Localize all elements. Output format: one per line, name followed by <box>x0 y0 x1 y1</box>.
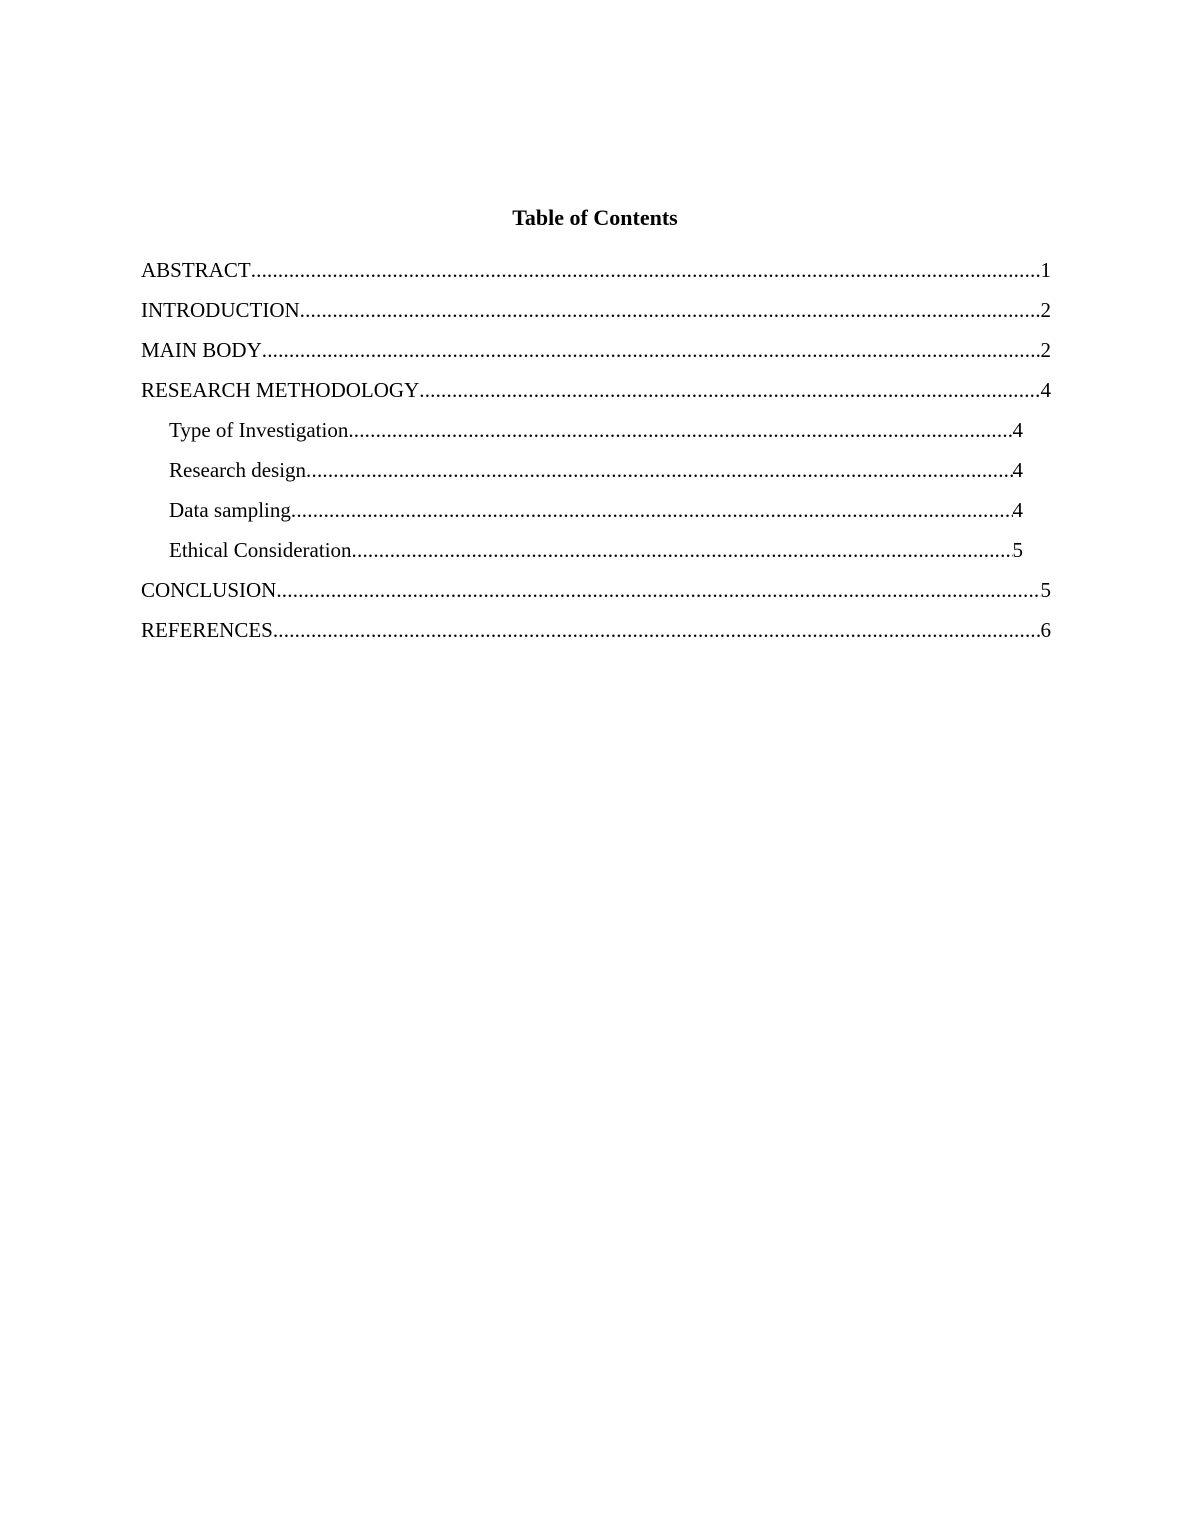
toc-entry-research-methodology[interactable] <box>141 374 1051 414</box>
toc-entry-conclusion[interactable] <box>141 574 1051 614</box>
toc-entry-main-body[interactable] <box>141 334 1051 374</box>
toc-entry-label: Type of Investigation <box>169 418 349 442</box>
toc-dot-leader <box>251 254 1041 286</box>
toc-entry-page: 4 <box>1012 498 1023 522</box>
toc-entry-references[interactable] <box>141 614 1051 654</box>
toc-dot-leader <box>291 494 1013 526</box>
toc-entry-label: RESEARCH METHODOLOGY <box>141 378 420 402</box>
toc-dot-leader <box>273 614 1041 646</box>
toc-entry-page: 2 <box>1040 338 1051 362</box>
toc-entry-type-of-investigation[interactable] <box>169 414 1023 454</box>
toc-dot-leader <box>300 294 1041 326</box>
toc-entry-ethical-consideration[interactable] <box>169 534 1023 574</box>
toc-dot-leader <box>348 414 1012 446</box>
toc-entry-introduction[interactable] <box>141 294 1051 334</box>
toc-dot-leader <box>306 454 1012 486</box>
toc-entry-label: ABSTRACT <box>141 258 251 282</box>
toc-entry-data-sampling[interactable] <box>169 494 1023 534</box>
toc-entry-label: Research design <box>169 458 307 482</box>
toc-dot-leader <box>419 374 1040 406</box>
toc-entry-label: MAIN BODY <box>141 338 262 362</box>
toc-list <box>0 254 1190 654</box>
toc-entry-page: 4 <box>1040 378 1051 402</box>
toc-entry-page: 5 <box>1040 578 1051 602</box>
toc-entry-abstract[interactable] <box>141 254 1051 294</box>
toc-dot-leader <box>276 574 1040 606</box>
toc-entry-label: INTRODUCTION <box>141 298 300 322</box>
toc-entry-page: 2 <box>1040 298 1051 322</box>
toc-entry-page: 1 <box>1040 258 1051 282</box>
toc-dot-leader <box>262 334 1041 366</box>
toc-entry-page: 6 <box>1040 618 1051 642</box>
toc-entry-label: CONCLUSION <box>141 578 277 602</box>
toc-entry-page: 5 <box>1012 538 1023 562</box>
toc-entry-label: Ethical Consideration <box>169 538 352 562</box>
toc-title: Table of Contents <box>512 205 678 230</box>
toc-dot-leader <box>352 534 1013 566</box>
toc-entry-label: Data sampling <box>169 498 291 522</box>
toc-entry-label: REFERENCES <box>141 618 273 642</box>
toc-entry-page: 4 <box>1012 458 1023 482</box>
toc-entry-research-design[interactable] <box>169 454 1023 494</box>
toc-entry-page: 4 <box>1012 418 1023 442</box>
